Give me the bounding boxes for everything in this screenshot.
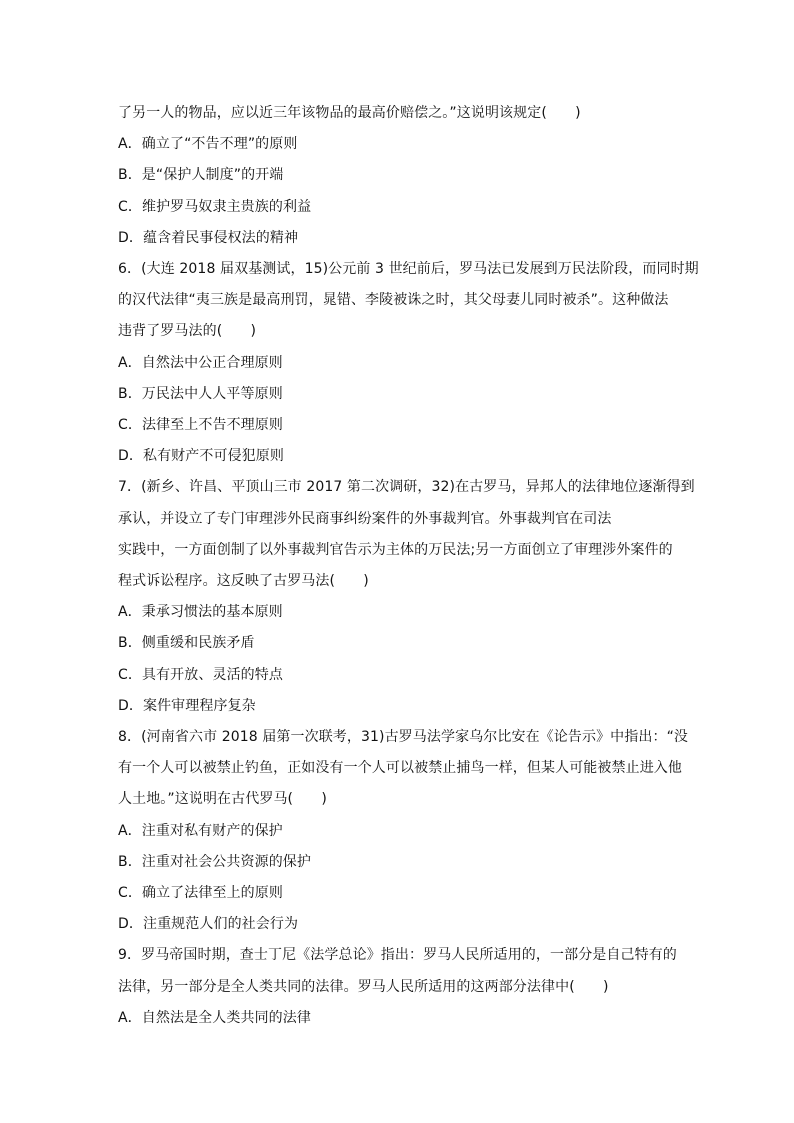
text-line: 了另一人的物品，应以近三年该物品的最高价赔偿之。”这说明该规定( ) — [118, 105, 581, 121]
option-b: B．是“保护人制度”的开端 — [118, 167, 284, 184]
question-7-stem: 程式诉讼程序。这反映了古罗马法( ) — [118, 573, 369, 590]
option-b: B．万民法中人人平等原则 — [118, 385, 283, 402]
option-a: A．自然法中公正合理原则 — [118, 354, 283, 371]
option-b: B．注重对社会公共资源的保护 — [118, 853, 312, 870]
option-c: C．法律至上不告不理原则 — [118, 417, 283, 434]
question-6-stem: 的汉代法律“夷三族是最高刑罚，晁错、李陵被诛之时，其父母妻儿同时被杀”。这种做法 — [118, 292, 669, 309]
option-d: D．私有财产不可侵犯原则 — [118, 448, 284, 465]
question-8-stem: 人土地。”这说明在古代罗马( ) — [118, 791, 327, 808]
option-c: C．具有开放、灵活的特点 — [118, 666, 283, 683]
question-9-stem: 9．罗马帝国时期，查士丁尼《法学总论》指出：罗马人民所适用的，一部分是自己特有的 — [118, 947, 677, 964]
question-9-stem: 法律，另一部分是全人类共同的法律。罗马人民所适用的这两部分法律中( ) — [118, 978, 609, 995]
option-d: D．案件审理程序复杂 — [118, 697, 256, 714]
question-6-stem: 违背了罗马法的( ) — [118, 323, 257, 340]
question-7-stem: 承认，并设立了专门审理涉外民商事纠纷案件的外事裁判官。外事裁判官在司法 — [118, 510, 612, 527]
option-d: D．蕴含着民事侵权法的精神 — [118, 229, 299, 246]
question-7-stem: 实践中，一方面创制了以外事裁判官告示为主体的万民法;另一方面创立了审理涉外案件的 — [118, 541, 673, 558]
option-a: A．确立了“不告不理”的原则 — [118, 136, 298, 153]
option-a: A．自然法是全人类共同的法律 — [118, 1009, 311, 1026]
option-c: C．确立了法律至上的原则 — [118, 885, 283, 902]
option-a: A．秉承习惯法的基本原则 — [118, 604, 283, 621]
option-b: B．侧重缓和民族矛盾 — [118, 635, 255, 652]
option-a: A．注重对私有财产的保护 — [118, 822, 283, 839]
option-c: C．维护罗马奴隶主贵族的利益 — [118, 198, 312, 215]
question-8-stem: 8．(河南省六市 2018 届第一次联考，31)古罗马法学家乌尔比安在《论告示》中指出：“没 — [118, 729, 689, 746]
question-6-stem: 6．(大连 2018 届双基测试，15)公元前 3 世纪前后，罗马法已发展到万民法阶段，而同时期 — [118, 261, 699, 278]
option-d: D．注重规范人们的社会行为 — [118, 916, 299, 933]
question-8-stem: 有一个人可以被禁止钓鱼，正如没有一个人可以被禁止捕鸟一样，但某人可能被禁止进入他 — [118, 760, 682, 777]
question-7-stem: 7．(新乡、许昌、平顶山三市 2017 第二次调研，32)在古罗马，异邦人的法律地位逐渐得到 — [118, 479, 695, 496]
